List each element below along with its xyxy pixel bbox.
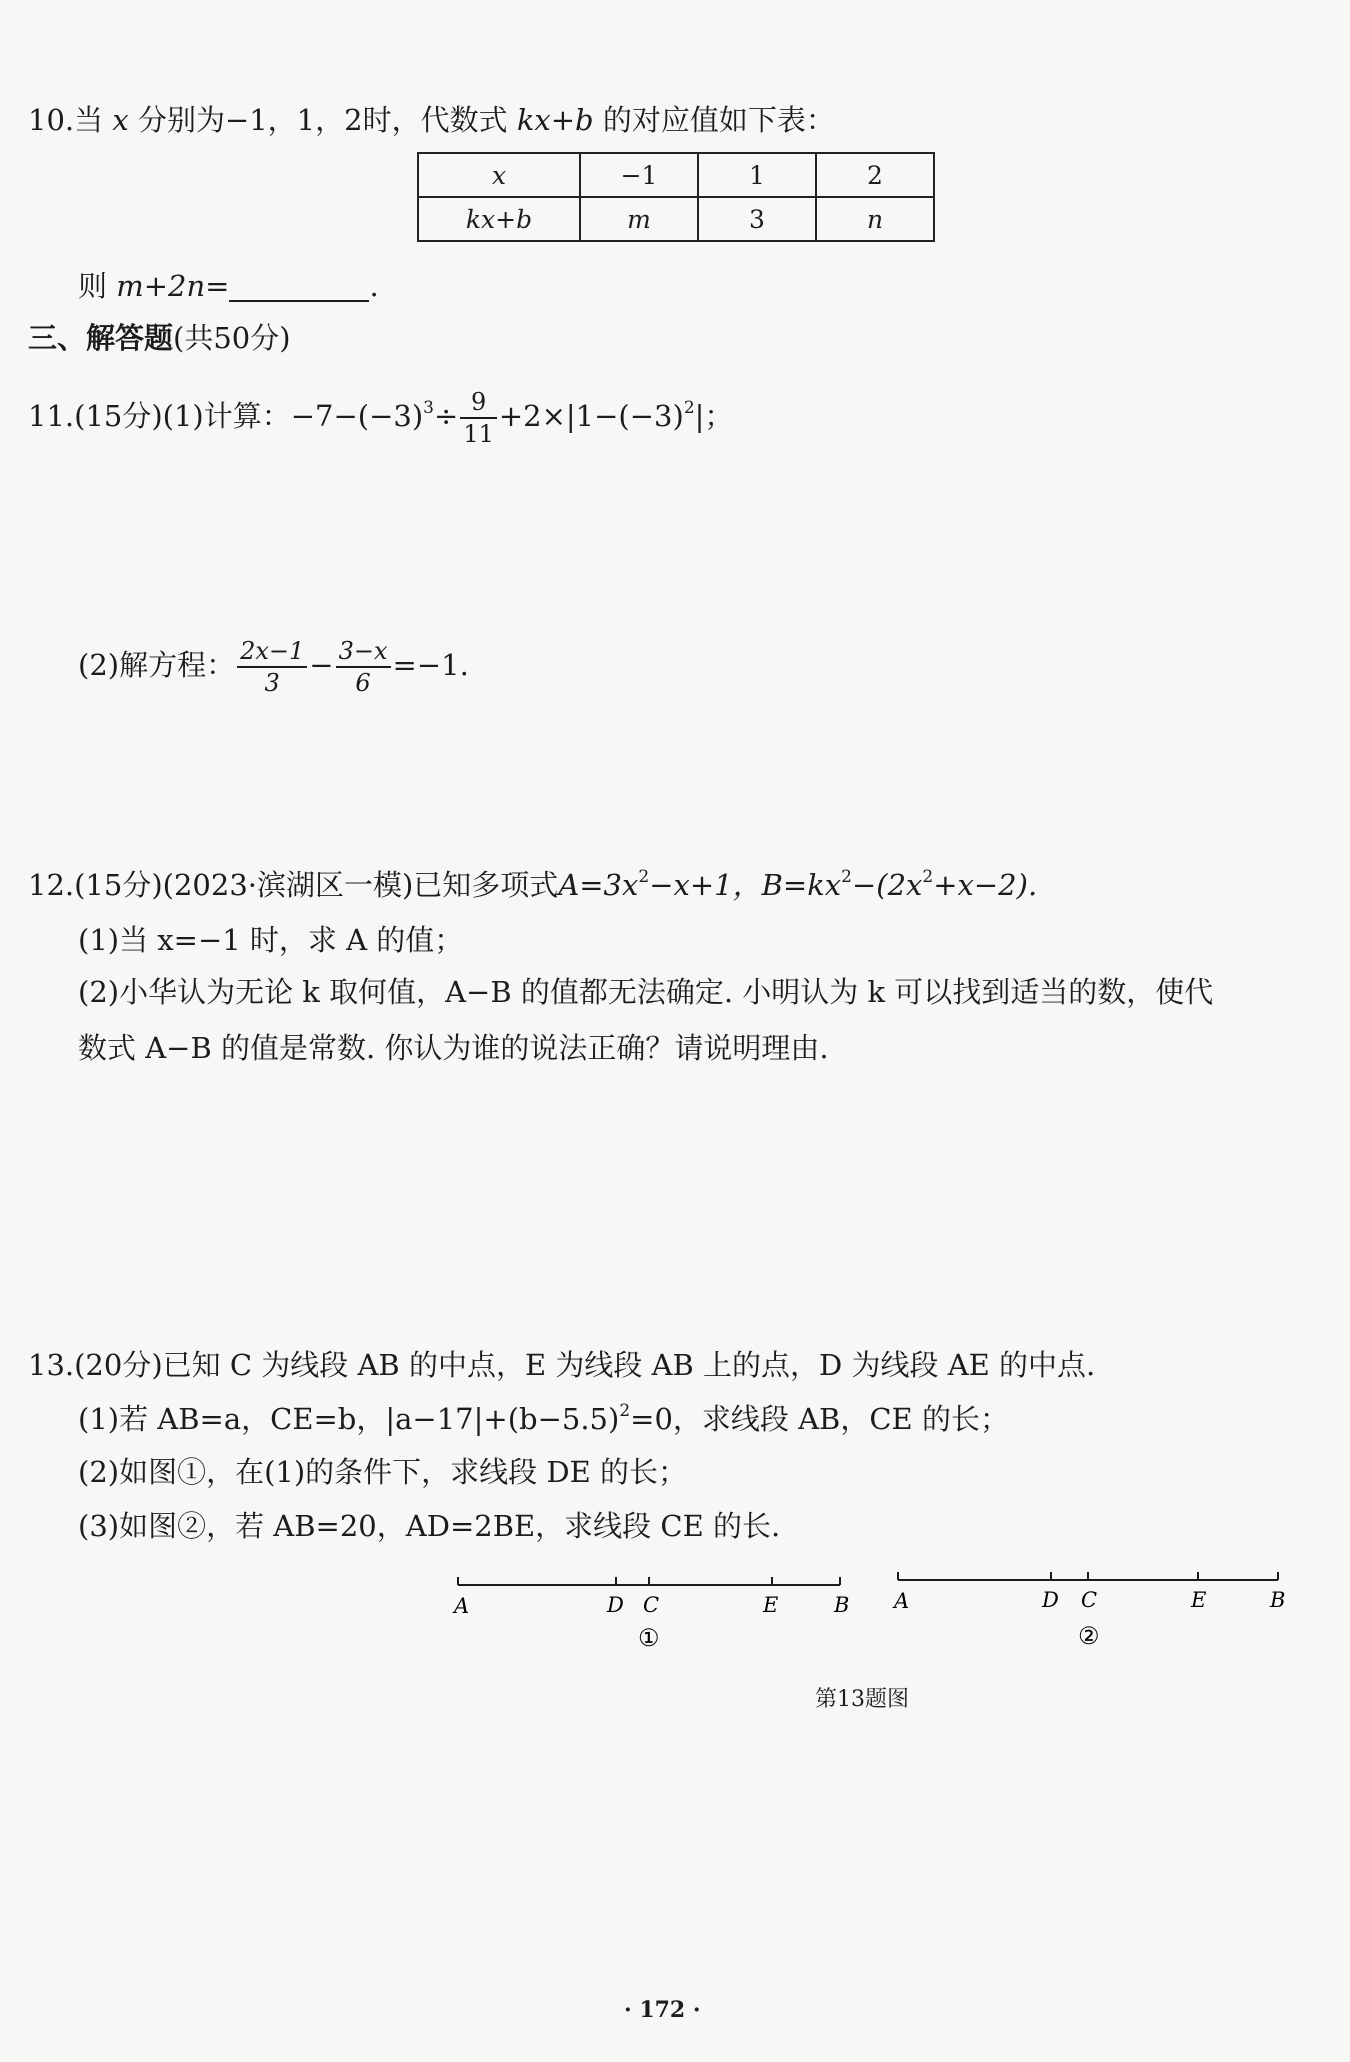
q12-line1 bbox=[28, 865, 1037, 905]
q11-part1 bbox=[28, 387, 733, 449]
fraction-9-11 bbox=[460, 387, 497, 449]
table-cell: n bbox=[816, 197, 934, 241]
label-a: A bbox=[454, 1594, 470, 1618]
label-e: E bbox=[763, 1593, 779, 1617]
label-c: C bbox=[1081, 1588, 1098, 1612]
segment-figures bbox=[0, 1560, 1350, 1690]
figure-1-marker: ① bbox=[638, 1624, 660, 1652]
exponent: 2 bbox=[683, 398, 695, 418]
q13-line3: (2)如图①，在(1)的条件下，求线段 DE 的长； bbox=[78, 1455, 688, 1489]
exponent: 2 bbox=[638, 867, 650, 887]
q11-part2-end: =−1. bbox=[392, 648, 469, 682]
minus-sign: − bbox=[309, 648, 334, 682]
table-cell: m bbox=[580, 197, 698, 241]
exponent: 3 bbox=[423, 398, 434, 418]
q13-line2-a: (1)若 AB=a，CE=b，|a−17|+(b−5.5) bbox=[78, 1402, 620, 1436]
table-cell: kx+b bbox=[418, 197, 580, 241]
exponent: 2 bbox=[922, 867, 934, 887]
table-cell: x bbox=[418, 153, 580, 197]
q10-stem bbox=[28, 100, 835, 140]
label-b: B bbox=[1270, 1588, 1286, 1612]
q12-line4: 数式 A−B 的值是常数. 你认为谁的说法正确？请说明理由. bbox=[78, 1031, 829, 1065]
q12-line1-d: −(2x bbox=[851, 868, 923, 902]
label-c: C bbox=[643, 1593, 660, 1617]
denominator: 3 bbox=[264, 669, 280, 697]
q13-line4: (3)如图②，若 AB=20，AD=2BE，求线段 CE 的长. bbox=[78, 1509, 781, 1543]
page-number: · 172 · bbox=[624, 1997, 701, 2023]
figure-2 bbox=[892, 1572, 1285, 1650]
q13-line2 bbox=[78, 1399, 1009, 1439]
q10-answer-end: . bbox=[369, 269, 379, 303]
q10-var-x: x bbox=[112, 103, 129, 137]
label-d: D bbox=[607, 1593, 624, 1617]
label-d: D bbox=[1042, 1588, 1059, 1612]
q10-answer-line bbox=[78, 266, 379, 306]
answer-blank[interactable] bbox=[229, 270, 369, 302]
q11-part1-prefix: (15分)(1)计算：−7−(−3) bbox=[74, 399, 424, 433]
table-row bbox=[418, 197, 934, 241]
table-cell: 3 bbox=[698, 197, 816, 241]
q12-line1-b: A=3x bbox=[558, 868, 639, 902]
figure-1 bbox=[452, 1577, 849, 1652]
q11-number: 11. bbox=[28, 399, 75, 433]
table-cell: −1 bbox=[580, 153, 698, 197]
label-e: E bbox=[1191, 1588, 1207, 1612]
q12-line3: (2)小华认为无论 k 取何值，A−B 的值都无法确定. 小明认为 k 可以找到适当的数，使代 bbox=[78, 975, 1214, 1009]
numerator: 2x−1 bbox=[237, 636, 307, 668]
q11-part2 bbox=[78, 636, 469, 698]
q12-line1-c: −x+1，B=kx bbox=[649, 868, 842, 902]
exponent: 2 bbox=[619, 1401, 631, 1421]
table-cell: 1 bbox=[698, 153, 816, 197]
section-title bbox=[28, 318, 291, 358]
label-a: A bbox=[894, 1589, 910, 1613]
section-title-text: 三、解答题 bbox=[28, 321, 174, 355]
q10-answer-expr: m+2n= bbox=[116, 269, 230, 303]
fraction-3-x-over-6 bbox=[336, 636, 391, 698]
q12-line1-a: 12.(15分)(2023·滨湖区一模)已知多项式 bbox=[28, 868, 559, 902]
q13-line2-b: =0，求线段 AB，CE 的长； bbox=[630, 1402, 1009, 1436]
q10-expr: kx+b bbox=[516, 103, 594, 137]
label-b: B bbox=[834, 1593, 850, 1617]
q11-part1-mid: +2×|1−(−3) bbox=[498, 399, 684, 433]
table-row bbox=[418, 153, 934, 197]
denominator: 11 bbox=[463, 420, 494, 448]
q10-answer-prefix: 则 bbox=[78, 269, 108, 303]
numerator: 9 bbox=[460, 387, 497, 419]
value-table bbox=[417, 152, 935, 242]
figure-caption: 第13题图 bbox=[815, 1687, 909, 1712]
q10-text-b: 分别为−1，1，2时，代数式 bbox=[137, 103, 508, 137]
q10-text-a: 当 bbox=[74, 103, 104, 137]
q12-line2: (1)当 x=−1 时，求 A 的值； bbox=[78, 923, 464, 957]
q10-number: 10. bbox=[28, 103, 75, 137]
q13-line1: 13.(20分)已知 C 为线段 AB 的中点，E 为线段 AB 上的点，D 为线段 AE 的中点. bbox=[28, 1348, 1096, 1382]
denominator: 6 bbox=[355, 669, 371, 697]
table-cell: 2 bbox=[816, 153, 934, 197]
q11-part2-prefix: (2)解方程： bbox=[78, 648, 236, 682]
figure-2-marker: ② bbox=[1078, 1622, 1100, 1650]
divide-sign: ÷ bbox=[434, 399, 459, 433]
numerator: 3−x bbox=[336, 636, 391, 668]
q12-line1-e: +x−2). bbox=[933, 868, 1038, 902]
q10-text-c: 的对应值如下表： bbox=[602, 103, 835, 137]
fraction-2x-1-over-3 bbox=[237, 636, 307, 698]
section-note: (共50分) bbox=[173, 321, 291, 355]
exponent: 2 bbox=[841, 867, 852, 887]
q11-part1-end: |； bbox=[694, 399, 734, 433]
